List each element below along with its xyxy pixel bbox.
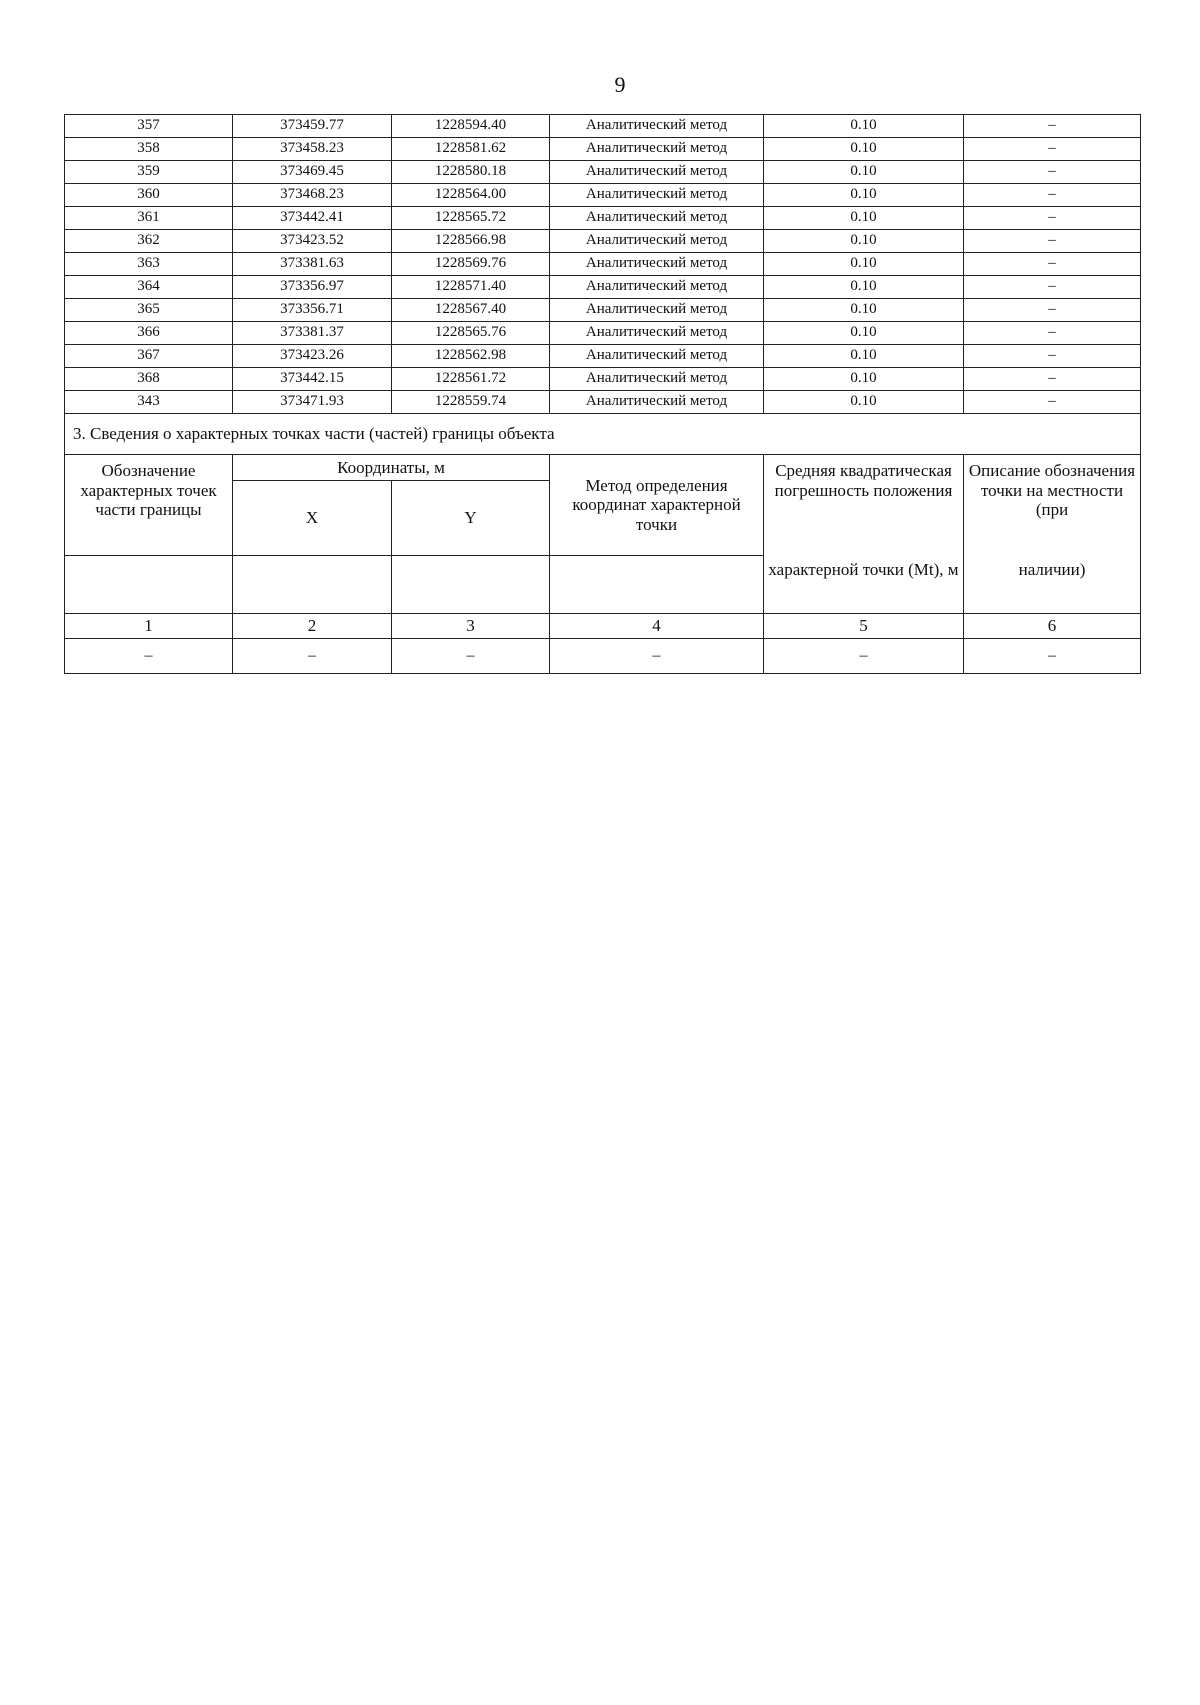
description-cell: – <box>964 391 1141 414</box>
header-x: X <box>233 481 392 556</box>
description-cell: – <box>964 230 1141 253</box>
coord-y-cell: 1228564.00 <box>392 184 550 207</box>
empty-cell: – <box>392 639 550 674</box>
description-cell: – <box>964 368 1141 391</box>
accuracy-cell: 0.10 <box>764 299 964 322</box>
coord-x-cell: 373356.71 <box>233 299 392 322</box>
header-continuation-cell <box>65 556 233 614</box>
method-cell: Аналитический метод <box>550 253 764 276</box>
header-designation: Обозначение характерных точек части границы <box>65 455 233 556</box>
empty-cell: – <box>764 639 964 674</box>
accuracy-cell: 0.10 <box>764 345 964 368</box>
accuracy-cell: 0.10 <box>764 161 964 184</box>
coord-y-cell: 1228569.76 <box>392 253 550 276</box>
method-cell: Аналитический метод <box>550 391 764 414</box>
empty-cell: – <box>233 639 392 674</box>
method-cell: Аналитический метод <box>550 115 764 138</box>
accuracy-cell: 0.10 <box>764 276 964 299</box>
coord-y-cell: 1228594.40 <box>392 115 550 138</box>
coord-x-cell: 373423.52 <box>233 230 392 253</box>
method-cell: Аналитический метод <box>550 276 764 299</box>
point-number-cell: 361 <box>65 207 233 230</box>
table-row <box>65 391 1141 414</box>
point-number-cell: 359 <box>65 161 233 184</box>
description-cell: – <box>964 138 1141 161</box>
empty-cell: – <box>65 639 233 674</box>
coord-x-cell: 373423.26 <box>233 345 392 368</box>
coord-y-cell: 1228565.76 <box>392 322 550 345</box>
description-cell: – <box>964 299 1141 322</box>
table-row <box>65 345 1141 368</box>
accuracy-cell: 0.10 <box>764 322 964 345</box>
description-cell: – <box>964 115 1141 138</box>
coord-x-cell: 373442.41 <box>233 207 392 230</box>
coord-x-cell: 373469.45 <box>233 161 392 184</box>
description-cell: – <box>964 184 1141 207</box>
coord-x-cell: 373356.97 <box>233 276 392 299</box>
section-3-title: 3. Сведения о характерных точках части (частей) границы объекта <box>65 414 1141 455</box>
header-continuation-cell <box>233 556 392 614</box>
point-number-cell: 362 <box>65 230 233 253</box>
column-number: 3 <box>392 614 550 639</box>
description-cell: – <box>964 161 1141 184</box>
table-row <box>65 230 1141 253</box>
point-number-cell: 366 <box>65 322 233 345</box>
point-number-cell: 367 <box>65 345 233 368</box>
point-number-cell: 364 <box>65 276 233 299</box>
header-continuation-cell <box>392 556 550 614</box>
method-cell: Аналитический метод <box>550 161 764 184</box>
method-cell: Аналитический метод <box>550 184 764 207</box>
description-cell: – <box>964 253 1141 276</box>
header-description-continued: наличии) <box>964 556 1141 614</box>
column-number: 6 <box>964 614 1141 639</box>
description-cell: – <box>964 207 1141 230</box>
accuracy-cell: 0.10 <box>764 368 964 391</box>
table-row <box>65 184 1141 207</box>
coord-x-cell: 373381.63 <box>233 253 392 276</box>
coord-y-cell: 1228567.40 <box>392 299 550 322</box>
coord-y-cell: 1228580.18 <box>392 161 550 184</box>
empty-cell: – <box>550 639 764 674</box>
coord-y-cell: 1228581.62 <box>392 138 550 161</box>
point-number-cell: 363 <box>65 253 233 276</box>
coord-y-cell: 1228561.72 <box>392 368 550 391</box>
accuracy-cell: 0.10 <box>764 138 964 161</box>
accuracy-cell: 0.10 <box>764 253 964 276</box>
accuracy-cell: 0.10 <box>764 207 964 230</box>
coord-y-cell: 1228566.98 <box>392 230 550 253</box>
column-number: 5 <box>764 614 964 639</box>
coord-x-cell: 373442.15 <box>233 368 392 391</box>
method-cell: Аналитический метод <box>550 368 764 391</box>
column-number: 2 <box>233 614 392 639</box>
point-number-cell: 368 <box>65 368 233 391</box>
coord-x-cell: 373468.23 <box>233 184 392 207</box>
header-accuracy: Средняя квадратическая погрешность положения <box>764 455 964 556</box>
coordinates-table <box>64 114 1141 674</box>
table-row <box>65 368 1141 391</box>
header-description: Описание обозначения точки на местности (при <box>964 455 1141 556</box>
table-row <box>65 299 1141 322</box>
table-row <box>65 322 1141 345</box>
method-cell: Аналитический метод <box>550 299 764 322</box>
description-cell: – <box>964 345 1141 368</box>
method-cell: Аналитический метод <box>550 345 764 368</box>
coord-y-cell: 1228562.98 <box>392 345 550 368</box>
description-cell: – <box>964 276 1141 299</box>
description-cell: – <box>964 322 1141 345</box>
table-row <box>65 115 1141 138</box>
method-cell: Аналитический метод <box>550 138 764 161</box>
coord-y-cell: 1228559.74 <box>392 391 550 414</box>
accuracy-cell: 0.10 <box>764 230 964 253</box>
accuracy-cell: 0.10 <box>764 184 964 207</box>
coord-x-cell: 373458.23 <box>233 138 392 161</box>
coord-y-cell: 1228565.72 <box>392 207 550 230</box>
point-number-cell: 358 <box>65 138 233 161</box>
accuracy-cell: 0.10 <box>764 391 964 414</box>
table-row <box>65 138 1141 161</box>
header-y: Y <box>392 481 550 556</box>
header-continuation-cell <box>550 556 764 614</box>
table-row <box>65 253 1141 276</box>
coord-x-cell: 373471.93 <box>233 391 392 414</box>
method-cell: Аналитический метод <box>550 230 764 253</box>
point-number-cell: 357 <box>65 115 233 138</box>
method-cell: Аналитический метод <box>550 207 764 230</box>
coord-x-cell: 373381.37 <box>233 322 392 345</box>
header-coordinates: Координаты, м <box>233 455 550 481</box>
coord-x-cell: 373459.77 <box>233 115 392 138</box>
header-method: Метод определения координат характерной точки <box>550 455 764 556</box>
column-number: 4 <box>550 614 764 639</box>
point-number-cell: 365 <box>65 299 233 322</box>
header-accuracy-continued: характерной точки (Mt), м <box>764 556 964 614</box>
column-number: 1 <box>65 614 233 639</box>
points-table-body <box>65 115 1141 414</box>
method-cell: Аналитический метод <box>550 322 764 345</box>
point-number-cell: 343 <box>65 391 233 414</box>
table-row <box>65 161 1141 184</box>
empty-cell: – <box>964 639 1141 674</box>
table-row <box>65 276 1141 299</box>
page-number: 9 <box>614 72 626 97</box>
point-number-cell: 360 <box>65 184 233 207</box>
table-row <box>65 207 1141 230</box>
coord-y-cell: 1228571.40 <box>392 276 550 299</box>
accuracy-cell: 0.10 <box>764 115 964 138</box>
